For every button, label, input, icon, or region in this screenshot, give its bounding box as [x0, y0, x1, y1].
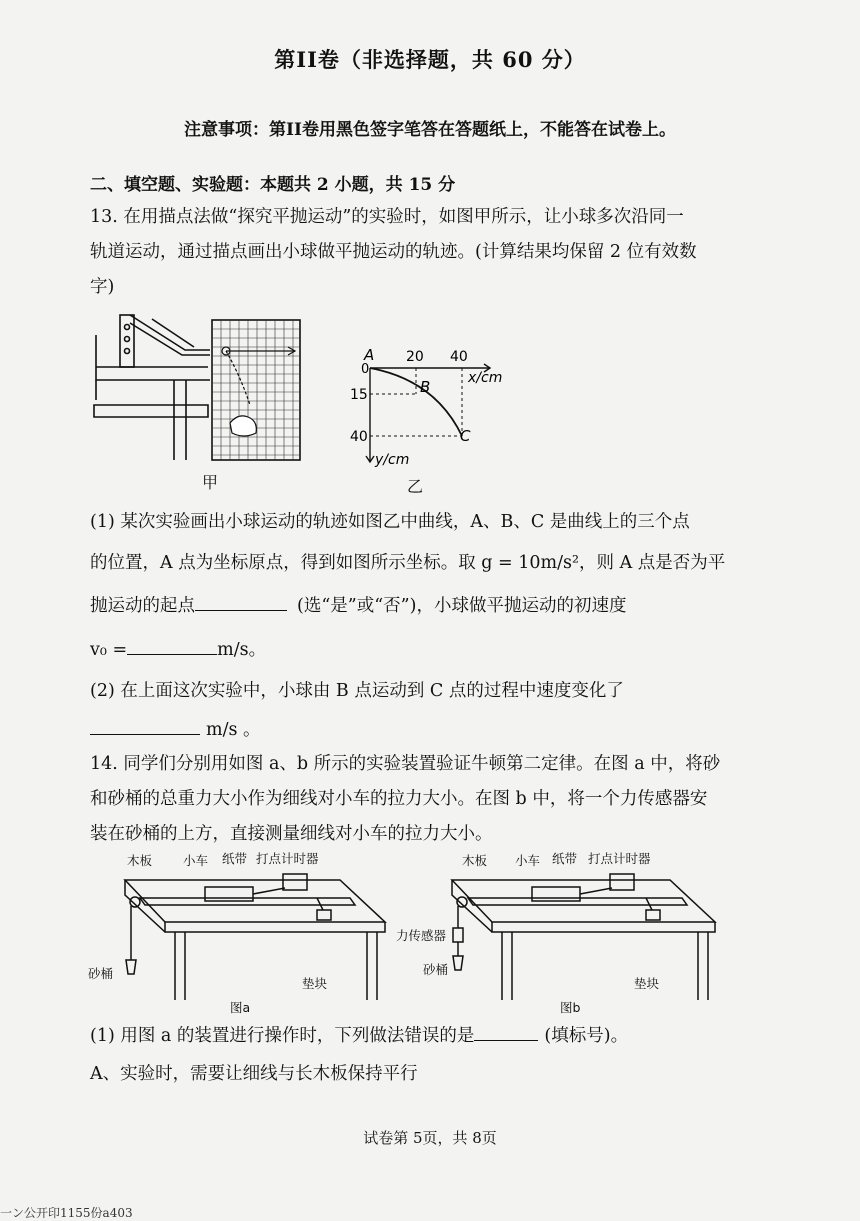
notice: 注意事项：第II卷用黑色签字笔答在答题纸上，不能答在试卷上。	[184, 120, 676, 140]
page-footer: 试卷第 5页，共 8页	[363, 1129, 497, 1147]
fig-b-label-timer: 打点计时器	[588, 851, 651, 866]
fig-b-label-bucket: 砂桶	[423, 962, 449, 977]
fig-a-label-bucket: 砂桶	[88, 966, 114, 981]
fig-a-caption: 图a	[230, 1000, 251, 1015]
answer-blank-velocity-change[interactable]	[90, 718, 200, 735]
q14-part1-text: (1) 用图 a 的装置进行操作时，下列做法错误的是	[90, 1026, 475, 1046]
figure-yi-caption: 乙	[407, 477, 424, 496]
q13-part1-line-3-end: (选“是”或“否”)，小球做平抛运动的初速度	[297, 596, 627, 616]
answer-blank-q14-1[interactable]	[474, 1024, 538, 1041]
edge-print-mark: 一ン公开印1155份a403	[0, 1206, 133, 1220]
fig-a-label-tape: 纸带	[222, 851, 248, 866]
q13-part1-line-3	[90, 592, 626, 617]
figure-a-apparatus	[85, 860, 395, 1005]
answer-blank-v0[interactable]	[127, 638, 217, 655]
figure-yi-graph	[340, 340, 515, 470]
graph-y-tick-40: 40	[350, 429, 368, 445]
graph-point-b: B	[420, 378, 431, 396]
graph-x-tick-40: 40	[450, 349, 468, 365]
fig-a-label-block: 垫块	[302, 976, 328, 991]
graph-x-axis-label: x/cm	[468, 370, 503, 386]
velocity-change-unit: m/s 。	[206, 720, 261, 740]
q13-part2-line-2	[90, 716, 261, 741]
fig-b-caption: 图b	[560, 1000, 581, 1015]
q14-line-3: 装在砂桶的上方，直接测量细线对小车的拉力大小。	[90, 824, 493, 844]
figure-jia-apparatus	[90, 305, 310, 470]
fig-b-label-tape: 纸带	[552, 851, 578, 866]
graph-y-axis-label: y/cm	[375, 452, 410, 468]
q14-line-2: 和砂桶的总重力大小作为细线对小车的拉力大小。在图 b 中，将一个力传感器安	[90, 789, 708, 809]
fig-b-label-sensor: 力传感器	[396, 928, 447, 943]
graph-y-tick-15: 15	[350, 387, 368, 403]
q14-option-a: A、实验时，需要让细线与长木板保持平行	[90, 1064, 418, 1084]
part-title: 第II卷（非选择题，共 60 分）	[274, 47, 586, 72]
fig-b-label-cart: 小车	[515, 853, 541, 868]
q13-line-2: 轨道运动，通过描点画出小球做平抛运动的轨迹。(计算结果均保留 2 位有效数	[90, 242, 697, 262]
answer-blank-start-point[interactable]	[195, 594, 287, 611]
q14-part1-suffix: (填标号)。	[544, 1026, 629, 1046]
q13-part2-line-1: (2) 在上面这次实验中，小球由 B 点运动到 C 点的过程中速度变化了	[90, 681, 624, 701]
graph-point-c: C	[460, 427, 471, 445]
graph-origin: 0	[361, 362, 370, 377]
q13-part1-line-2: 的位置，A 点为坐标原点，得到如图所示坐标。取 g = 10m/s²，则 A 点是否为平	[90, 553, 726, 573]
figure-b-apparatus	[420, 860, 740, 1005]
fig-a-label-cart: 小车	[183, 853, 209, 868]
q13-part1-line-3-start: 抛运动的起点	[90, 596, 195, 616]
fig-a-label-timer: 打点计时器	[256, 851, 319, 866]
fig-a-label-board: 木板	[127, 853, 153, 868]
q13-part1-line-4	[90, 636, 266, 661]
q13-line-3: 字)	[90, 277, 115, 297]
fig-b-label-block: 垫块	[634, 976, 660, 991]
graph-point-a: A	[364, 346, 375, 364]
v0-label: v₀ =	[90, 640, 128, 660]
section-heading: 二、填空题、实验题：本题共 2 小题，共 15 分	[90, 175, 456, 195]
q13-part1-line-1: (1) 某次实验画出小球运动的轨迹如图乙中曲线，A、B、C 是曲线上的三个点	[90, 512, 690, 532]
q13-line-1: 13. 在用描点法做“探究平抛运动”的实验时，如图甲所示，让小球多次沿同一	[90, 207, 684, 227]
fig-b-label-board: 木板	[462, 853, 488, 868]
q14-part1	[90, 1022, 628, 1047]
q14-line-1: 14. 同学们分别用如图 a、b 所示的实验装置验证牛顿第二定律。在图 a 中，将砂	[90, 754, 721, 774]
v0-unit: m/s。	[217, 640, 267, 660]
graph-x-tick-20: 20	[406, 349, 424, 365]
figure-jia-caption: 甲	[202, 473, 219, 492]
